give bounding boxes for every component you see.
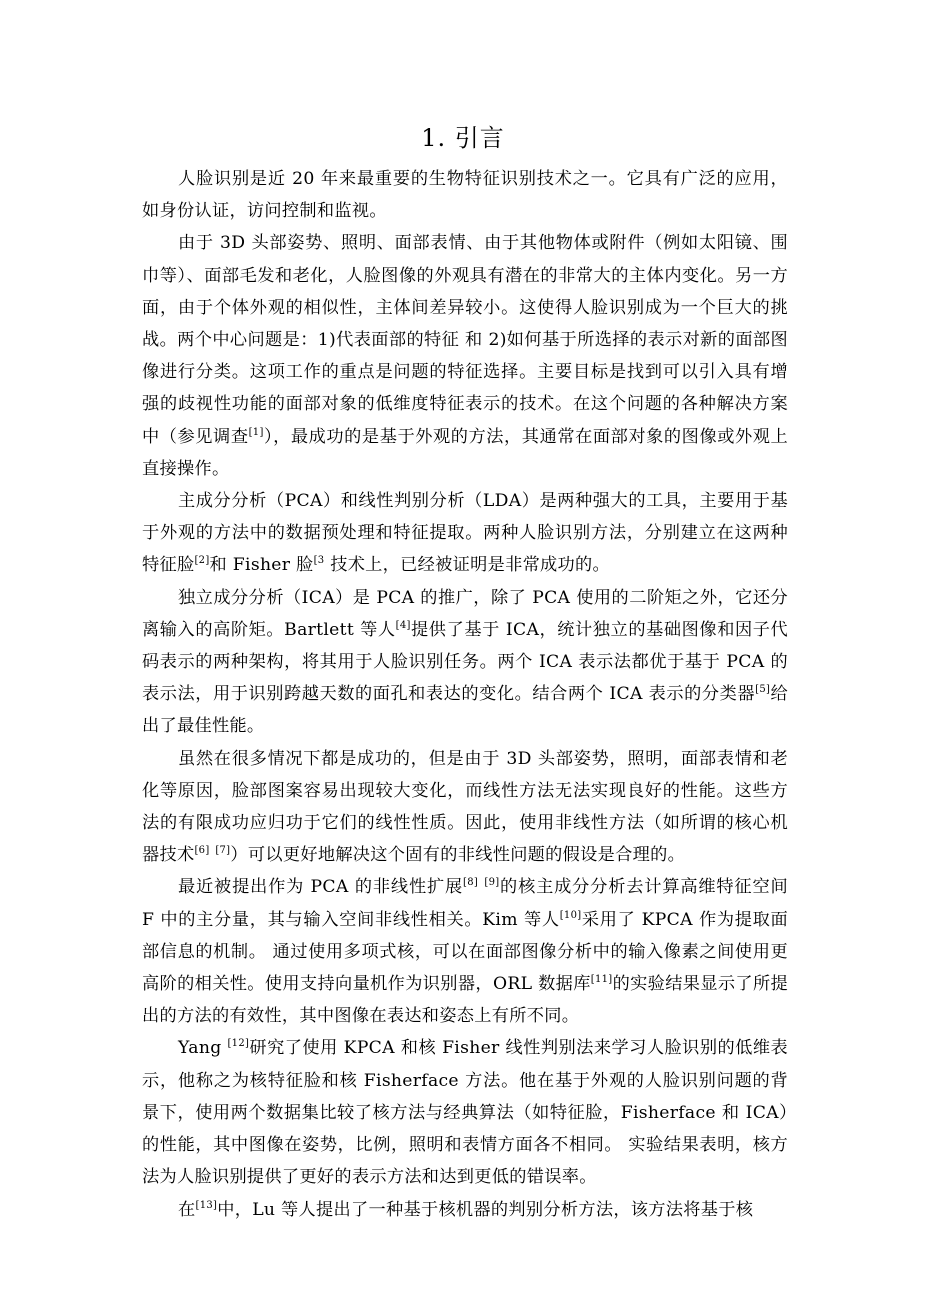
text-run: 虽然在很多情况下都是成功的，但是由于 3D 头部姿势，照明，面部表情和老化等原因，脸部图案容易出现较大变化，而线性方法无法实现良好的性能。这些方法的有限成功应归功于它们的线性性质。因此，使用非线性方法（如所谓的核心机器技术: [142, 748, 788, 866]
section-heading: 1. 引言: [421, 124, 505, 152]
section-body: [142, 163, 788, 1226]
citation-ref: [3: [313, 555, 325, 567]
text-run: 最近被提出作为 PCA 的非线性扩展: [178, 877, 464, 898]
text-run: 在: [178, 1199, 196, 1220]
paragraph: [142, 871, 788, 1032]
citation-ref: [4]: [395, 619, 411, 631]
citation-ref: [13]: [195, 1199, 218, 1211]
text-run: 中，Lu 等人提出了一种基于核机器的判别分析方法，该方法将基于核: [217, 1199, 754, 1220]
citation-ref: [9]: [484, 877, 500, 889]
text-run: Yang: [178, 1038, 228, 1059]
citation-ref: [10]: [559, 909, 582, 921]
text-run: 采用了 KPCA 作为提取面部信息的机制。 通过使用多项式核，可以在面部图像分析中的输入像素之间使用更高阶的相关性。使用支持向量机作为识别器，ORL 数据库: [142, 909, 788, 995]
paragraph: [142, 582, 788, 743]
citation-ref: [2]: [194, 555, 210, 567]
text-run: ），最成功的是基于外观的方法，其通常在面部对象的图像或外观上直接操作。: [142, 426, 788, 479]
citation-ref: [12]: [227, 1038, 250, 1050]
text-run: 和 Fisher 脸: [209, 555, 314, 576]
paragraph: [142, 1194, 788, 1226]
citation-ref: [5]: [755, 684, 771, 696]
text-run: 的核主成分分析去计算高维特征空间 F 中的主分量，其与输入空间非线性相关。Kim 等人: [142, 877, 788, 930]
citation-ref: [6]: [194, 845, 210, 857]
citation-ref: [11]: [590, 974, 613, 986]
paragraph: [142, 485, 788, 582]
text-run: 主成分分析（PCA）和线性判别分析（LDA）是两种强大的工具，主要用于基于外观的方法中的数据预处理和特征提取。两种人脸识别方法，分别建立在这两种特征脸: [142, 491, 788, 576]
paragraph: [142, 743, 788, 872]
citation-ref: [8]: [463, 877, 479, 889]
citation-ref: [7]: [215, 845, 231, 857]
text-run: 的实验结果显示了所提出的方法的有效性，其中图像在表达和姿态上有所不同。: [142, 974, 788, 1027]
citation-ref: [1]: [248, 426, 264, 438]
text-run: ）可以更好地解决这个固有的非线性问题的假设是合理的。: [230, 845, 686, 866]
text-run: 研究了使用 KPCA 和核 Fisher 线性判别法来学习人脸识别的低维表示，他称之为核特征脸和核 Fisherface 方法。他在基于外观的人脸识别问题的背景下，使用两个数据集比较了核方法与经典算法（如特征脸，Fisherface 和 ICA）的性能，其中图像在姿势，比例，照明和表情方面各不相同。 实验结果表明，核方法为人脸识别提供了更好的表示方法和达到更低的错误率。: [142, 1038, 789, 1188]
text-run: 技术上，已经被证明是非常成功的。: [324, 555, 611, 576]
text-run: 提供了基于 ICA，统计独立的基础图像和因子代码表示的两种架构，将其用于人脸识别任务。两个 ICA 表示法都优于基于 PCA 的表示法，用于识别跨越天数的面孔和表达的变化。结合两个 ICA 表示的分类器: [142, 619, 788, 705]
paragraph: [142, 227, 788, 485]
text-run: 给出了最佳性能。: [142, 684, 788, 737]
text-run: 由于 3D 头部姿势、照明、面部表情、由于其他物体或附件（例如太阳镜、围巾等）、面部毛发和老化，人脸图像的外观具有潜在的非常大的主体内变化。另一方面，由于个体外观的相似性，主体间差异较小。这使得人脸识别成为一个巨大的挑战。两个中心问题是：1)代表面部的特征 和 2)如何基于所选择的表示对新的面部图像进行分类。这项工作的重点是问题的特征选择。主要目标是找到可以引入具有增强的歧视性功能的面部对象的低维度特征表示的技术。在这个问题的各种解决方案中（参见调查: [142, 233, 788, 447]
paragraph: [142, 163, 788, 227]
paragraph: [142, 1032, 788, 1193]
text-run: 人脸识别是近 20 年来最重要的生物特征识别技术之一。它具有广泛的应用，如身份认证，访问控制和监视。: [142, 169, 788, 222]
text-run: 独立成分分析（ICA）是 PCA 的推广，除了 PCA 使用的二阶矩之外，它还分离输入的高阶矩。Bartlett 等人: [142, 587, 788, 640]
